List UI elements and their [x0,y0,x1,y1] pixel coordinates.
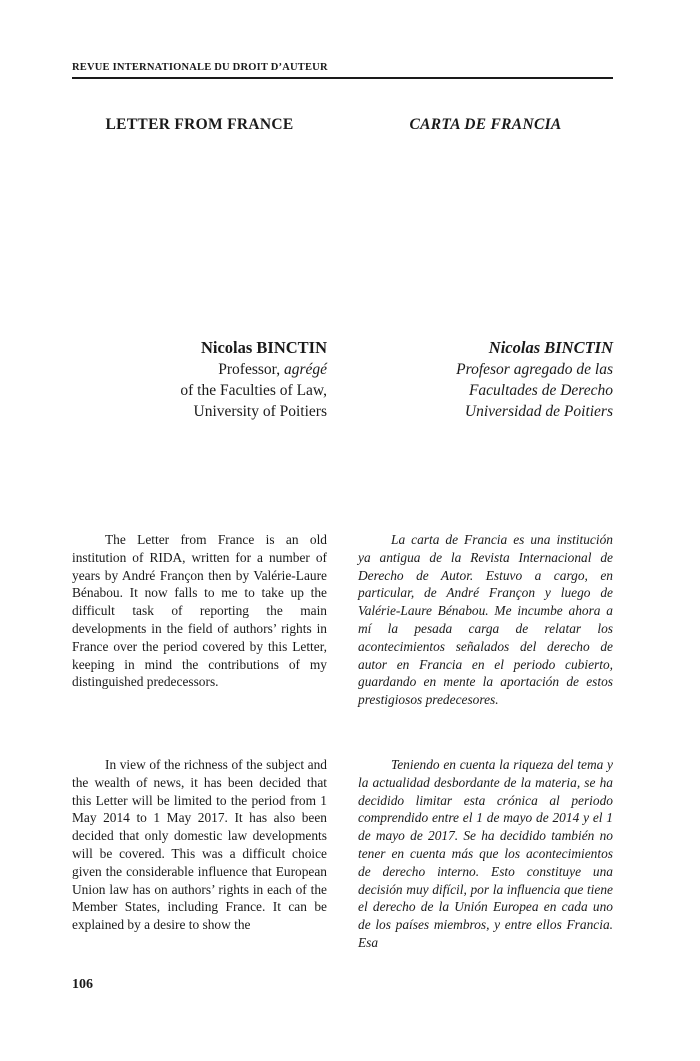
author-block-english [72,337,327,422]
author-affiliation-line-2: of the Faculties of Law, [180,382,327,399]
author-affiliation-line-3-es: Universidad de Poitiers [464,403,613,420]
author-block-spanish [358,337,613,422]
author-title-prefix: Professor, [218,361,284,378]
author-affiliation-line-1 [72,359,327,380]
paragraph-text: La carta de Francia es una institución ya antigua de la Revista Internacional de Derecho de Autor. Estuvo a cargo, en particular, de André Françon y luego de Valérie-Laure Bénabou. Me incumbe ahora a mí la pesada carga de relatar los acontecimientos señalados del derecho de autor en Francia en el periodo cubierto, guardando en mente la aportación de estos prestigiosos predecesores. [358,532,613,708]
paragraph-text: The Letter from France is an old institution of RIDA, written for a number of years by André Françon then by Valérie-Laure Bénabou. It now falls to me to take up the difficult task of reporting the main developments in the field of authors’ rights in France over the period covered by this Letter, keeping in mind the contributions of my distinguished predecessors. [72,532,327,690]
running-head: REVUE INTERNATIONALE DU DROIT D’AUTEUR [72,62,328,73]
paragraph-text: In view of the richness of the subject and the wealth of news, it has been decided that this Letter will be limited to the period from 1 May 2014 to 1 May 2017. It has also been decided that only domestic law developments will be covered. This was a difficult choice given the considerable influence that European Union law has on authors’ rights in each of the Member States, including France. It can be explained by a desire to show the [72,757,327,933]
title-english: LETTER FROM FRANCE [105,116,294,133]
author-affiliation-line-3: University of Poitiers [193,403,327,420]
header-rule [72,77,613,79]
author-title-italic: agrégé [283,361,327,378]
body-english-paragraph-1 [72,531,327,691]
page-number: 106 [72,977,93,992]
author-affiliation-line-2-es: Facultades de Derecho [468,382,613,399]
body-spanish-paragraph-2 [358,756,613,952]
body-english-paragraph-2 [72,756,327,934]
author-name-spanish: Nicolas BINCTIN [488,338,613,357]
author-name-english: Nicolas BINCTIN [200,338,327,357]
body-spanish-paragraph-1 [358,531,613,709]
author-affiliation-line-1-es: Profesor agregado de las [456,361,613,378]
title-spanish: CARTA DE FRANCIA [409,116,562,133]
paragraph-text: Teniendo en cuenta la riqueza del tema y la actualidad desbordante de la materia, se ha decidido limitar esta crónica al periodo comprendido entre el 1 de mayo de 2014 y el 1 de mayo de 2017. Se ha decidido también no tener en cuenta más que los acontecimientos de derecho interno. Esto constituye una decisión muy difícil, por la influencia que tiene el derecho de la Unión Europea en cada uno de los países miembros, y entre ellos Francia. Esa [358,757,613,950]
